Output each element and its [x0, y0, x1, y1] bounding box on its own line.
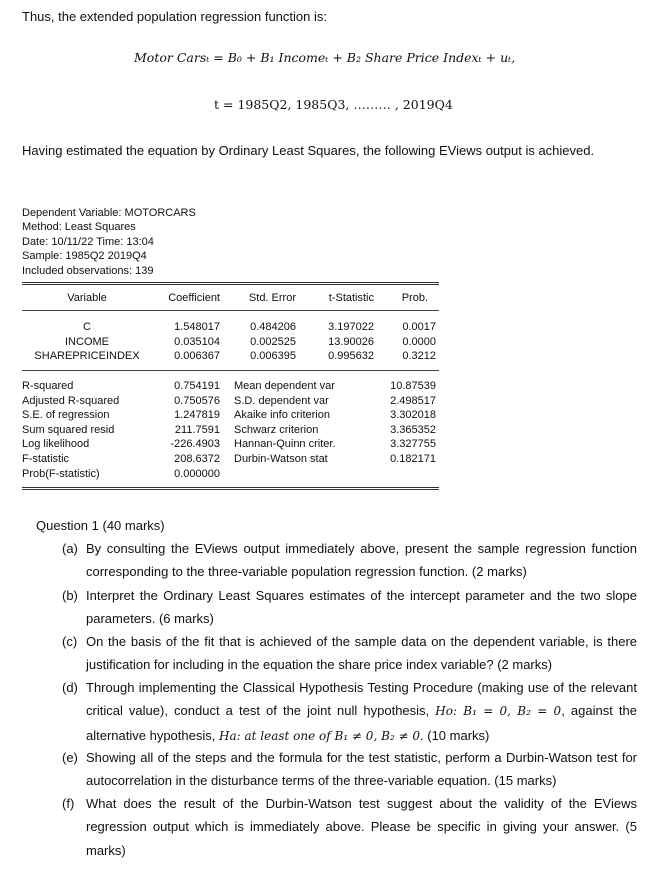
- part-label: (e): [62, 750, 78, 765]
- prob-value: 0.3212: [402, 350, 436, 363]
- prob-value: 0.0000: [402, 335, 436, 348]
- part-label: (f): [62, 796, 75, 811]
- variable-name: C: [83, 321, 91, 333]
- table-bottom-rule: [22, 487, 439, 490]
- question-part-e: [62, 746, 637, 793]
- header-line: Sample: 1985Q2 2019Q4: [22, 250, 147, 263]
- col-variable: Variable: [67, 292, 107, 304]
- part-label: (d): [62, 680, 78, 695]
- alternative-hypothesis: Ha: at least one of B₁ ≠ 0, B₂ ≠ 0: [218, 728, 421, 743]
- part-text: [86, 676, 637, 748]
- col-coefficient: Coefficient: [168, 292, 220, 304]
- question-part-b: [62, 584, 637, 631]
- part-text: Showing all of the steps and the formula for the test statistic, perform a Durbin-Watson test for autocorrelation in the disturbance terms of the three-variable equation. (15 marks): [86, 750, 637, 789]
- stat-label: S.E. of regression: [22, 409, 110, 422]
- regression-equation: Motor Carsₜ = B₀ + B₁ Incomeₜ + B₂ Share Price Indexₜ + uₜ,: [134, 50, 516, 65]
- null-hypothesis: Ho: B₁ = 0, B₂ = 0: [435, 704, 562, 719]
- header-line: Included observations: 139: [22, 264, 154, 277]
- stat-label: Log likelihood: [22, 438, 90, 451]
- part-text-mid: , against the alternative hypothesis,: [86, 703, 637, 743]
- question-part-f: [62, 792, 637, 862]
- table-top-rule: [22, 282, 439, 285]
- coefficient-value: 0.035104: [174, 335, 220, 348]
- std-error-value: 0.484206: [250, 321, 296, 333]
- stat-row: [22, 408, 439, 423]
- part-text-after: . (10 marks): [420, 727, 490, 743]
- stat-value: 208.6372: [174, 453, 220, 465]
- stat-value: -226.4903: [170, 438, 220, 451]
- stat-row: [22, 437, 439, 452]
- stat-row: [22, 467, 439, 482]
- coef-row: [22, 349, 439, 364]
- stat-row: [22, 394, 439, 409]
- column-header-row: [22, 291, 439, 306]
- eviews-header: [22, 206, 439, 278]
- stat-label-2: Mean dependent var: [234, 380, 335, 392]
- stat-row: [22, 452, 439, 467]
- part-label: (a): [62, 541, 78, 556]
- stat-value: 0.750576: [174, 394, 220, 407]
- t-stat-value: 13.90026: [328, 335, 374, 348]
- stat-value: 0.000000: [174, 467, 220, 480]
- stat-value-2: 0.182171: [390, 453, 436, 465]
- stat-label-2: Schwarz criterion: [234, 423, 319, 436]
- question-title: Question 1 (40 marks): [36, 518, 165, 533]
- part-label: (b): [62, 588, 78, 603]
- stat-label-2: Akaike info criterion: [234, 409, 330, 422]
- col-std-error: Std. Error: [248, 292, 296, 304]
- std-error-value: 0.002525: [250, 335, 296, 348]
- stat-value-2: 10.87539: [390, 380, 436, 392]
- stat-value: 0.754191: [174, 380, 220, 392]
- stat-value-2: 3.365352: [390, 423, 436, 436]
- col-prob: Prob.: [401, 292, 428, 304]
- intro-text: Thus, the extended population regression function is:: [22, 9, 327, 24]
- coefficient-value: 0.006367: [174, 350, 220, 363]
- stat-label: Prob(F-statistic): [22, 467, 100, 480]
- question-part-d: [62, 676, 637, 748]
- stat-value: 1.247819: [174, 409, 220, 422]
- col-t-statistic: t-Statistic: [328, 292, 374, 304]
- stat-row: [22, 379, 439, 394]
- coef-row: [22, 320, 439, 335]
- t-stat-value: 3.197022: [328, 321, 374, 333]
- variable-name: SHAREPRICEINDEX: [34, 350, 140, 363]
- part-text: What does the result of the Durbin-Watson test suggest about the validity of the EViews regression output which is immediately above. Please be specific in giving your answer. (5 marks): [86, 796, 637, 858]
- stat-label-2: Durbin-Watson stat: [234, 453, 328, 465]
- part-text: By consulting the EViews output immediately above, present the sample regression function corresponding to the three-variable population regression function. (2 marks): [86, 541, 637, 580]
- question-part-c: [62, 630, 637, 677]
- stat-label: R-squared: [22, 380, 74, 392]
- part-text-before: Through implementing the Classical Hypothesis Testing Procedure (making use of the relevant critical value), conduct a test of the joint null hypothesis,: [86, 680, 637, 719]
- question-part-a: [62, 537, 637, 584]
- stat-row: [22, 423, 439, 438]
- part-text: Interpret the Ordinary Least Squares estimates of the intercept parameter and the two slope parameters. (6 marks): [86, 588, 637, 627]
- time-index-equation: t = 1985Q2, 1985Q3, ……… , 2019Q4: [214, 97, 453, 112]
- part-label: (c): [62, 634, 78, 649]
- header-line: Method: Least Squares: [22, 221, 136, 234]
- stat-label-2: S.D. dependent var: [234, 394, 329, 407]
- stat-label: Sum squared resid: [22, 423, 115, 436]
- prob-value: 0.0017: [402, 321, 436, 333]
- t-stat-value: 0.995632: [328, 350, 374, 363]
- stat-label: Adjusted R-squared: [22, 394, 120, 407]
- part-text: On the basis of the fit that is achieved of the sample data on the dependent variable, is there justification for including in the equation the share price index variable? (2 marks): [86, 634, 637, 673]
- estimation-text: Having estimated the equation by Ordinary Least Squares, the following EViews output is achieved.: [22, 143, 595, 158]
- stat-value-2: 3.302018: [390, 409, 436, 422]
- stats-rule: [22, 370, 439, 371]
- coef-row: [22, 335, 439, 350]
- header-line: Dependent Variable: MOTORCARS: [22, 207, 196, 219]
- stat-value-2: 2.498517: [390, 394, 436, 407]
- stat-label-2: Hannan-Quinn criter.: [234, 438, 336, 451]
- variable-name: INCOME: [65, 335, 109, 348]
- header-rule: [22, 310, 439, 311]
- std-error-value: 0.006395: [250, 350, 296, 363]
- stat-label: F-statistic: [22, 453, 70, 465]
- stat-value-2: 3.327755: [390, 438, 436, 451]
- stat-value: 211.7591: [174, 423, 220, 436]
- coefficient-value: 1.548017: [174, 321, 220, 333]
- header-line: Date: 10/11/22 Time: 13:04: [22, 235, 154, 248]
